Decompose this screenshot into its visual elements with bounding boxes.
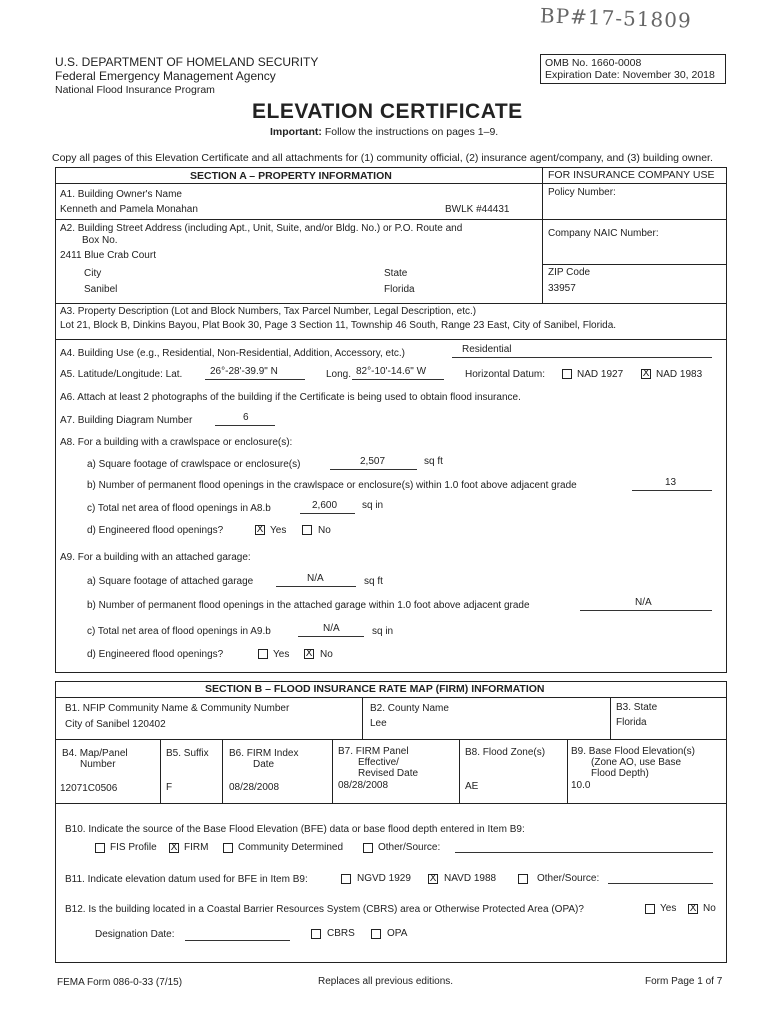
a3-property-description[interactable]: Lot 21, Block B, Dinkins Bayou, Plat Book 30, Page 3 Section 11, Township 46 South, Range 23 East, City of Sanibel, Florida. (60, 320, 617, 331)
a8c-label: c) Total net area of flood openings in A8.b (87, 503, 271, 514)
b10-label: B10. Indicate the source of the Base Flood Elevation (BFE) data or base flood depth entered in Item B9: (65, 824, 525, 835)
a9c-unit: sq in (372, 626, 394, 637)
a5-datum-label: Horizontal Datum: (465, 369, 546, 380)
a8a-unit: sq ft (424, 456, 443, 467)
cbrs-label: CBRS (327, 928, 355, 939)
b6-index-date[interactable]: 08/28/2008 (229, 782, 280, 793)
nad1983-label: NAD 1983 (656, 369, 703, 380)
b6-label-cont: Date (253, 759, 275, 770)
b10-community-checkbox[interactable] (223, 843, 233, 853)
form-number: FEMA Form 086-0-33 (7/15) (57, 977, 183, 988)
b3-label: B3. State (616, 702, 658, 713)
section-a-heading: SECTION A – PROPERTY INFORMATION (190, 170, 392, 182)
a8-label: A8. For a building with a crawlspace or enclosure(s): (60, 437, 293, 448)
b10-fis-label: FIS Profile (110, 842, 157, 853)
b5-suffix[interactable]: F (166, 782, 173, 793)
b11-navd-label: NAVD 1988 (444, 873, 497, 884)
opa-checkbox[interactable] (371, 929, 381, 939)
b4-label-cont: Number (80, 759, 116, 770)
a9a-label: a) Square footage of attached garage (87, 576, 254, 587)
agency-dhs: U.S. DEPARTMENT OF HOMELAND SECURITY (55, 55, 319, 69)
policy-number-label[interactable]: Policy Number: (548, 187, 616, 198)
omb-number: OMB No. 1660-0008 (545, 57, 642, 69)
zip-label: ZIP Code (548, 267, 591, 278)
a5-longitude[interactable]: 82°-10'-14.6" W (356, 366, 427, 377)
a5-long-label: Long. (326, 369, 352, 380)
designation-date-label: Designation Date: (95, 929, 175, 940)
agency-fema: Federal Emergency Management Agency (55, 69, 276, 83)
b8-flood-zone[interactable]: AE (465, 781, 479, 792)
important-label: Important: (270, 126, 322, 138)
cbrs-checkbox[interactable] (311, 929, 321, 939)
b9-label-cont1: (Zone AO, use Base (591, 757, 682, 768)
a9a-value[interactable]: N/A (307, 573, 324, 584)
a6-label: A6. Attach at least 2 photographs of the building if the Certificate is being used to obtain flood insurance. (60, 392, 521, 403)
a9b-label: b) Number of permanent flood openings in the attached garage within 1.0 foot above adjacent grade (87, 600, 530, 611)
a2-label-cont: Box No. (82, 235, 118, 246)
a8a-value[interactable]: 2,507 (360, 456, 386, 467)
a8d-label: d) Engineered flood openings? (87, 525, 224, 536)
nad1927-checkbox[interactable] (562, 369, 572, 379)
naic-number-label[interactable]: Company NAIC Number: (548, 228, 659, 239)
b9-base-flood-elevation[interactable]: 10.0 (571, 780, 591, 791)
a2-street-address[interactable]: 2411 Blue Crab Court (60, 250, 156, 261)
b11-other-checkbox[interactable] (518, 874, 528, 884)
a5-label: A5. Latitude/Longitude: Lat. (60, 369, 183, 380)
b12-yes-label: Yes (660, 903, 677, 914)
b12-no-label: No (703, 903, 716, 914)
b7-label-cont1: Effective/ (358, 757, 399, 768)
a9d-yes-checkbox[interactable] (258, 649, 268, 659)
opa-label: OPA (387, 928, 408, 939)
b12-no-checkbox[interactable]: X (689, 903, 697, 914)
b10-other-checkbox[interactable] (363, 843, 373, 853)
b10-firm-label: FIRM (184, 842, 209, 853)
nad1983-checkbox[interactable]: X (642, 368, 650, 379)
b2-county[interactable]: Lee (370, 718, 387, 729)
b7-label-cont2: Revised Date (358, 768, 419, 779)
a9d-no-label: No (320, 649, 333, 660)
b5-label: B5. Suffix (166, 748, 209, 759)
a9d-yes-label: Yes (273, 649, 290, 660)
a7-diagram-number[interactable]: 6 (243, 412, 249, 423)
a4-building-use[interactable]: Residential (462, 344, 512, 355)
a2-label: A2. Building Street Address (including Apt., Unit, Suite, and/or Bldg. No.) or P.O. Route and (60, 223, 463, 234)
page-number: Form Page 1 of 7 (645, 976, 723, 987)
city-value[interactable]: Sanibel (84, 284, 118, 295)
b12-yes-checkbox[interactable] (645, 904, 655, 914)
a1-owner-name[interactable]: Kenneth and Pamela Monahan (60, 204, 198, 215)
b10-fis-checkbox[interactable] (95, 843, 105, 853)
a9c-label: c) Total net area of flood openings in A9.b (87, 626, 271, 637)
a8a-label: a) Square footage of crawlspace or enclosure(s) (87, 459, 301, 470)
b10-community-label: Community Determined (238, 842, 344, 853)
zip-value[interactable]: 33957 (548, 283, 576, 294)
a9-label: A9. For a building with an attached garage: (60, 552, 251, 563)
a8d-no-checkbox[interactable] (302, 525, 312, 535)
a8d-no-label: No (318, 525, 331, 536)
copy-instruction: Copy all pages of this Elevation Certificate and all attachments for (1) community official, (2) insurance agent/company, and (3) building owner. (52, 152, 713, 164)
a9d-no-checkbox[interactable]: X (305, 648, 313, 659)
b10-firm-checkbox[interactable]: X (170, 842, 178, 853)
a3-label: A3. Property Description (Lot and Block Numbers, Tax Parcel Number, Legal Description, etc.) (60, 306, 477, 317)
a8c-value[interactable]: 2,600 (312, 500, 338, 511)
a1-reference: BWLK #44431 (445, 204, 510, 215)
a8d-yes-checkbox[interactable]: X (256, 524, 264, 535)
important-text: Follow the instructions on pages 1–9. (324, 126, 499, 138)
insurance-use-heading: FOR INSURANCE COMPANY USE (548, 169, 715, 181)
b1-community[interactable]: City of Sanibel 120402 (65, 719, 166, 730)
nad1927-label: NAD 1927 (577, 369, 624, 380)
b11-other-label: Other/Source: (537, 873, 600, 884)
b8-label: B8. Flood Zone(s) (465, 747, 546, 758)
replaces-note: Replaces all previous editions. (318, 976, 454, 987)
b4-map-panel[interactable]: 12071C0506 (60, 783, 118, 794)
expiration-date: Expiration Date: November 30, 2018 (545, 69, 715, 81)
b11-ngvd-label: NGVD 1929 (357, 873, 411, 884)
a9b-value[interactable]: N/A (635, 597, 652, 608)
agency-nfip: National Flood Insurance Program (55, 84, 215, 96)
b11-navd-checkbox[interactable]: X (429, 873, 437, 884)
b1-label: B1. NFIP Community Name & Community Number (65, 703, 290, 714)
a9d-label: d) Engineered flood openings? (87, 649, 224, 660)
state-value[interactable]: Florida (384, 284, 415, 295)
a8d-yes-label: Yes (270, 525, 287, 536)
a8c-unit: sq in (362, 500, 384, 511)
a4-label: A4. Building Use (e.g., Residential, Non-Residential, Addition, Accessory, etc.) (60, 348, 405, 359)
b3-state[interactable]: Florida (616, 717, 647, 728)
a7-label: A7. Building Diagram Number (60, 415, 193, 426)
page-title: ELEVATION CERTIFICATE (252, 100, 523, 123)
b6-label: B6. FIRM Index (229, 748, 299, 759)
b12-label: B12. Is the building located in a Coastal Barrier Resources System (CBRS) area or Otherwise Protected Area (OPA)? (65, 904, 584, 915)
b10-other-label: Other/Source: (378, 842, 441, 853)
b4-label: B4. Map/Panel (62, 748, 128, 759)
b9-label-cont2: Flood Depth) (591, 768, 649, 779)
a9c-value[interactable]: N/A (323, 623, 340, 634)
handwritten-permit-number: BP#17-51809 (539, 3, 693, 33)
state-label: State (384, 268, 408, 279)
a8b-label: b) Number of permanent flood openings in the crawlspace or enclosure(s) within 1.0 foot above adjacent grade (87, 480, 577, 491)
b2-label: B2. County Name (370, 703, 449, 714)
a8b-value[interactable]: 13 (665, 477, 677, 488)
b9-label: B9. Base Flood Elevation(s) (571, 746, 695, 757)
b7-effective-date[interactable]: 08/28/2008 (338, 780, 389, 791)
b11-ngvd-checkbox[interactable] (341, 874, 351, 884)
city-label: City (84, 268, 102, 279)
a9a-unit: sq ft (364, 576, 383, 587)
section-b-heading: SECTION B – FLOOD INSURANCE RATE MAP (FIRM) INFORMATION (205, 683, 545, 695)
important-note (270, 126, 498, 138)
b7-label: B7. FIRM Panel (338, 746, 409, 757)
a1-label: A1. Building Owner's Name (60, 189, 182, 200)
b11-label: B11. Indicate elevation datum used for BFE in Item B9: (65, 874, 308, 885)
a5-latitude[interactable]: 26°-28'-39.9" N (210, 366, 278, 377)
